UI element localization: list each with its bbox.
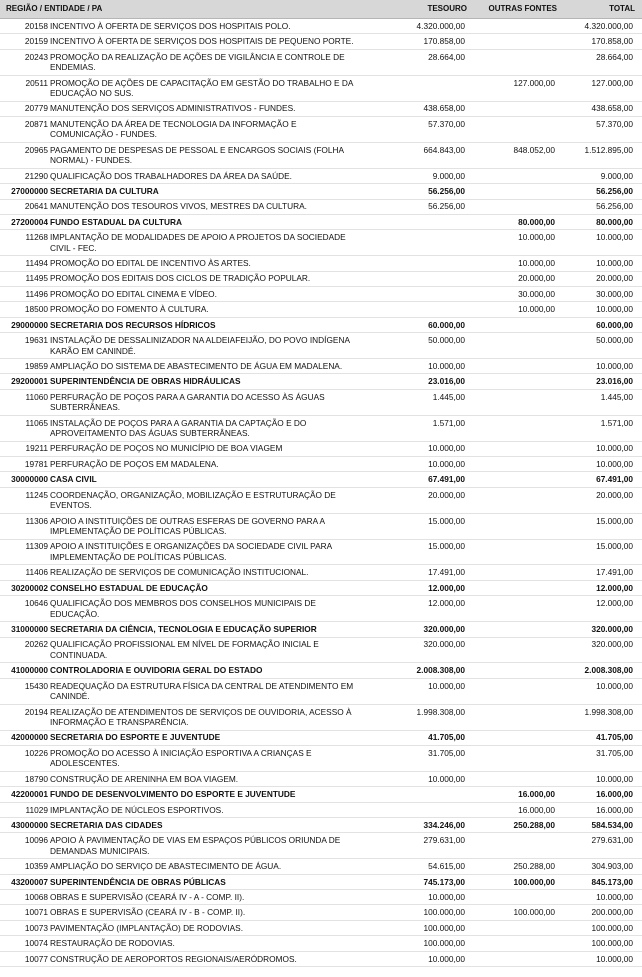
row-total: 67.491,00: [596, 474, 633, 485]
row-tesouro: 10.000,00: [428, 773, 465, 784]
row-total: 28.664,00: [596, 51, 633, 62]
table-row: [0, 390, 642, 416]
row-code: 43200007: [11, 876, 48, 887]
row-total: 1.512.895,00: [584, 144, 633, 155]
row-description: PERFURAÇÃO DE POÇOS NO MUNICÍPIO DE BOA VIAGEM: [50, 443, 283, 454]
row-description: INCENTIVO À OFERTA DE SERVIÇOS DOS HOSPITAIS DE PEQUENO PORTE.: [50, 36, 354, 47]
entity-row: [0, 622, 642, 637]
row-tesouro: 23.016,00: [428, 376, 465, 387]
row-tesouro: 31.705,00: [428, 747, 465, 758]
row-code: 42000000: [11, 732, 48, 743]
row-code: 42200001: [11, 789, 48, 800]
table-row: [0, 19, 642, 34]
header-regiao: REGIÃO / ENTIDADE / PA: [6, 3, 103, 13]
row-code: 10646: [24, 598, 48, 609]
row-code: 15430: [24, 680, 48, 691]
row-description: AMPLIAÇÃO DO SERVIÇO DE ABASTECIMENTO DE ÁGUA.: [50, 861, 282, 872]
entity-row: [0, 581, 642, 596]
row-outras-fontes: 10.000,00: [518, 304, 555, 315]
row-total: 438.658,00: [591, 103, 633, 114]
table-row: [0, 457, 642, 472]
row-description: SUPERINTENDÊNCIA DE OBRAS PÚBLICAS: [50, 876, 226, 887]
row-code: 30200002: [11, 582, 48, 593]
row-tesouro: 60.000,00: [428, 319, 465, 330]
row-tesouro: 10.000,00: [428, 680, 465, 691]
row-description: CONSELHO ESTADUAL DE EDUCAÇÃO: [50, 582, 208, 593]
row-total: 23.016,00: [596, 376, 633, 387]
row-outras-fontes: 80.000,00: [518, 216, 555, 227]
row-total: 304.903,00: [591, 861, 633, 872]
row-description: PAGAMENTO DE DESPESAS DE PESSOAL E ENCARGOS SOCIAIS (FOLHA NORMAL) - FUNDES.: [50, 144, 344, 166]
table-row: [0, 952, 642, 967]
table-row: [0, 256, 642, 271]
row-description: OBRAS E SUPERVISÃO (CEARÁ IV - A - COMP. II).: [50, 891, 245, 902]
row-tesouro: 10.000,00: [428, 458, 465, 469]
row-code: 27000000: [11, 186, 48, 197]
row-total: 10.000,00: [596, 458, 633, 469]
row-code: 21290: [24, 170, 48, 181]
row-description: COORDENAÇÃO, ORGANIZAÇÃO, MOBILIZAÇÃO E ESTRUTURAÇÃO DE EVENTOS.: [50, 489, 336, 511]
row-outras-fontes: 20.000,00: [518, 273, 555, 284]
table-row: [0, 143, 642, 169]
table-row: [0, 287, 642, 302]
row-tesouro: 4.320.000,00: [416, 20, 465, 31]
row-code: 11495: [25, 273, 48, 284]
row-code: 11406: [25, 567, 48, 578]
row-total: 9.000,00: [600, 170, 633, 181]
row-total: 10.000,00: [596, 443, 633, 454]
row-code: 10077: [24, 953, 48, 964]
row-tesouro: 320.000,00: [423, 624, 465, 634]
row-description: PROMOÇÃO DO ACESSO À INICIAÇÃO ESPORTIVA A CRIANÇAS E ADOLESCENTES.: [50, 747, 312, 769]
table-row: [0, 936, 642, 951]
row-code: 11496: [25, 288, 48, 299]
row-tesouro: 10.000,00: [428, 953, 465, 964]
row-description: SUPERINTENDÊNCIA DE OBRAS HIDRÁULICAS: [50, 376, 241, 387]
row-total: 16.000,00: [596, 789, 633, 800]
row-total: 170.858,00: [591, 36, 633, 47]
table-row: [0, 230, 642, 256]
row-tesouro: 334.246,00: [423, 819, 465, 830]
header-outras-fontes: OUTRAS FONTES: [488, 3, 557, 13]
row-tesouro: 9.000,00: [432, 170, 465, 181]
row-code: 10073: [24, 922, 48, 933]
row-tesouro: 12.000,00: [428, 582, 465, 593]
table-row: [0, 803, 642, 818]
row-total: 57.370,00: [596, 118, 633, 129]
row-code: 31000000: [11, 624, 48, 634]
row-description: APOIO A INSTITUIÇÕES E ORGANIZAÇÕES DA SOCIEDADE CIVIL PARA IMPLEMENTAÇÃO DE POLÍTICAS PÚBLICAS.: [50, 541, 332, 562]
row-total: 200.000,00: [591, 907, 633, 918]
table-row: [0, 540, 642, 566]
row-tesouro: 56.256,00: [428, 186, 465, 197]
row-code: 11065: [25, 417, 48, 428]
row-total: 10.000,00: [596, 304, 633, 315]
row-tesouro: 50.000,00: [428, 335, 465, 346]
row-tesouro: 20.000,00: [428, 489, 465, 500]
row-code: 29200001: [11, 376, 48, 387]
row-outras-fontes: 127.000,00: [513, 77, 555, 88]
row-outras-fontes: 16.000,00: [518, 789, 555, 800]
table-row: [0, 488, 642, 514]
entity-row: [0, 818, 642, 833]
entity-row: [0, 875, 642, 890]
row-outras-fontes: 848.052,00: [513, 144, 555, 155]
row-outras-fontes: 10.000,00: [518, 232, 555, 243]
row-total: 10.000,00: [596, 891, 633, 902]
table-row: [0, 638, 642, 664]
row-total: 279.631,00: [591, 835, 633, 846]
row-tesouro: 15.000,00: [428, 541, 465, 552]
row-code: 19631: [24, 335, 48, 346]
table-row: [0, 596, 642, 622]
row-description: CONTROLADORIA E OUVIDORIA GERAL DO ESTADO: [50, 665, 263, 676]
table-header: [0, 0, 642, 19]
row-code: 10071: [24, 907, 48, 918]
row-total: 10.000,00: [596, 258, 633, 269]
row-code: 41000000: [11, 665, 48, 676]
row-code: 29000000: [11, 319, 48, 330]
row-tesouro: 320.000,00: [423, 639, 465, 650]
row-description: PROMOÇÃO DO FOMENTO À CULTURA.: [50, 304, 209, 315]
table-row: [0, 50, 642, 76]
row-total: 584.534,00: [591, 819, 633, 830]
table-row: [0, 200, 642, 215]
row-total: 31.705,00: [596, 747, 633, 758]
table-row: [0, 76, 642, 102]
row-tesouro: 41.705,00: [428, 732, 465, 743]
row-total: 127.000,00: [591, 77, 633, 88]
row-code: 10096: [24, 835, 48, 846]
row-description: SECRETARIA DAS CIDADES: [50, 819, 163, 830]
row-code: 20641: [24, 201, 48, 212]
row-description: MANUTENÇÃO DA ÁREA DE TECNOLOGIA DA INFORMAÇÃO E COMUNICAÇÃO - FUNDES.: [50, 118, 297, 140]
row-total: 1.571,00: [600, 417, 633, 428]
row-outras-fontes: 100.000,00: [513, 876, 555, 887]
row-total: 80.000,00: [596, 216, 633, 227]
row-total: 10.000,00: [596, 360, 633, 371]
row-total: 10.000,00: [596, 953, 633, 964]
row-tesouro: 15.000,00: [428, 515, 465, 526]
row-outras-fontes: 250.288,00: [513, 819, 555, 830]
row-total: 16.000,00: [596, 804, 633, 815]
table-row: [0, 746, 642, 772]
row-total: 100.000,00: [591, 922, 633, 933]
row-total: 20.000,00: [596, 489, 633, 500]
row-code: 11060: [25, 391, 48, 402]
row-total: 50.000,00: [596, 335, 633, 346]
row-code: 20965: [24, 144, 48, 155]
row-code: 20871: [24, 118, 48, 129]
row-description: CONSTRUÇÃO DE ARENINHA EM BOA VIAGEM.: [50, 773, 239, 784]
row-description: APOIO A INSTITUIÇÕES DE OUTRAS ESFERAS DE GOVERNO PARA A IMPLEMENTAÇÃO DE POLÍTICAS PÚBLICAS.: [50, 515, 325, 537]
row-description: REALIZAÇÃO DE ATENDIMENTOS DE SERVIÇOS DE OUVIDORIA, ACESSO À INFORMAÇÃO E TRANSPARÊNCIA.: [50, 706, 352, 728]
row-code: 10068: [24, 891, 48, 902]
table-body: [0, 19, 642, 967]
row-total: 2.008.308,00: [584, 665, 633, 676]
row-total: 60.000,00: [596, 319, 633, 330]
table-row: [0, 442, 642, 457]
row-description: QUALIFICAÇÃO PROFISSIONAL EM NÍVEL DE FORMAÇÃO INICIAL E CONTINUADA.: [50, 639, 319, 660]
table-row: [0, 772, 642, 787]
row-tesouro: 100.000,00: [423, 922, 465, 933]
table-row: [0, 34, 642, 49]
row-description: QUALIFICAÇÃO DOS MEMBROS DOS CONSELHOS MUNICIPAIS DE EDUCAÇÃO.: [50, 598, 316, 619]
table-row: [0, 679, 642, 705]
row-tesouro: 1.998.308,00: [416, 706, 465, 717]
table-row: [0, 169, 642, 184]
entity-row: [0, 318, 642, 333]
row-description: PROMOÇÃO DA REALIZAÇÃO DE AÇÕES DE VIGILÂNCIA E CONTROLE DE ENDEMIAS.: [50, 51, 345, 73]
row-description: PAVIMENTAÇÃO (IMPLANTAÇÃO) DE RODOVIAS.: [50, 922, 244, 933]
row-description: APOIO À PAVIMENTAÇÃO DE VIAS EM ESPAÇOS PÚBLICOS ORIUNDA DE DEMANDAS MUNICIPAIS.: [50, 835, 341, 856]
row-code: 20779: [24, 103, 48, 114]
row-description: READEQUAÇÃO DA ESTRUTURA FÍSICA DA CENTRAL DE ATENDIMENTO EM CANINDÉ.: [50, 680, 354, 702]
row-tesouro: 17.491,00: [428, 567, 465, 578]
row-code: 11245: [25, 489, 48, 500]
row-description: PROMOÇÃO DO EDITAL DE INCENTIVO ÀS ARTES.: [50, 258, 251, 269]
row-description: MANUTENÇÃO DOS TESOUROS VIVOS, MESTRES DA CULTURA.: [50, 201, 307, 212]
table-row: [0, 333, 642, 359]
row-tesouro: 438.658,00: [423, 103, 465, 114]
row-description: REALIZAÇÃO DE SERVIÇOS DE COMUNICAÇÃO INSTITUCIONAL.: [50, 567, 309, 578]
row-code: 20158: [24, 20, 48, 31]
row-code: 19211: [25, 443, 48, 454]
table-row: [0, 359, 642, 374]
row-total: 4.320.000,00: [584, 20, 633, 31]
row-description: CASA CIVIL: [50, 474, 97, 485]
table-row: [0, 416, 642, 442]
row-tesouro: 12.000,00: [428, 598, 465, 609]
row-tesouro: 10.000,00: [428, 443, 465, 454]
row-tesouro: 56.256,00: [428, 201, 465, 212]
row-tesouro: 1.445,00: [432, 391, 465, 402]
table-row: [0, 565, 642, 580]
row-total: 845.173,00: [591, 876, 633, 887]
row-code: 20159: [24, 36, 48, 47]
row-description: AMPLIAÇÃO DO SISTEMA DE ABASTECIMENTO DE ÁGUA EM MADALENA.: [50, 360, 343, 371]
row-description: FUNDO ESTADUAL DA CULTURA: [50, 216, 182, 227]
row-total: 15.000,00: [596, 541, 633, 552]
table-row: [0, 514, 642, 540]
row-description: PERFURAÇÃO DE POÇOS PARA A GARANTIA DO ACESSO ÀS ÁGUAS SUBTERRÂNEAS.: [50, 391, 325, 413]
table-row: [0, 102, 642, 117]
row-outras-fontes: 250.288,00: [513, 861, 555, 872]
row-description: SECRETARIA DA CULTURA: [50, 186, 159, 197]
table-row: [0, 890, 642, 905]
row-tesouro: 1.571,00: [432, 417, 465, 428]
row-code: 11494: [25, 258, 48, 269]
row-code: 20511: [25, 77, 48, 88]
row-outras-fontes: 100.000,00: [513, 907, 555, 918]
row-code: 19859: [24, 360, 48, 371]
row-total: 56.256,00: [596, 186, 633, 197]
row-description: PROMOÇÃO DE AÇÕES DE CAPACITAÇÃO EM GESTÃO DO TRABALHO E DA EDUCAÇÃO NO SUS.: [50, 77, 353, 99]
table-row: [0, 705, 642, 731]
row-tesouro: 100.000,00: [423, 907, 465, 918]
row-total: 1.445,00: [600, 391, 633, 402]
row-code: 11029: [25, 804, 48, 815]
row-total: 30.000,00: [596, 288, 633, 299]
row-description: RESTAURAÇÃO DE RODOVIAS.: [50, 938, 175, 949]
row-code: 20262: [24, 639, 48, 650]
row-total: 10.000,00: [596, 773, 633, 784]
row-total: 320.000,00: [591, 624, 633, 634]
entity-row: [0, 731, 642, 746]
row-code: 10226: [24, 747, 48, 758]
row-tesouro: 10.000,00: [428, 891, 465, 902]
entity-row: [0, 787, 642, 802]
entity-row: [0, 663, 642, 678]
row-tesouro: 2.008.308,00: [416, 665, 465, 676]
row-tesouro: 57.370,00: [428, 118, 465, 129]
row-code: 43000000: [11, 819, 48, 830]
table-row: [0, 302, 642, 317]
row-code: 11306: [25, 515, 48, 526]
row-tesouro: 664.843,00: [423, 144, 465, 155]
row-total: 56.256,00: [596, 201, 633, 212]
row-code: 20194: [24, 706, 48, 717]
row-total: 17.491,00: [596, 567, 633, 578]
entity-row: [0, 184, 642, 199]
entity-row: [0, 472, 642, 487]
row-description: PROMOÇÃO DO EDITAL CINEMA E VÍDEO.: [50, 288, 217, 299]
table-row: [0, 272, 642, 287]
row-outras-fontes: 16.000,00: [518, 804, 555, 815]
row-description: QUALIFICAÇÃO DOS TRABALHADORES DA ÁREA DA SAÚDE.: [50, 170, 292, 181]
row-tesouro: 54.615,00: [428, 861, 465, 872]
row-description: IMPLANTAÇÃO DE MODALIDADES DE APOIO A PROJETOS DA SOCIEDADE CIVIL - FEC.: [50, 232, 346, 253]
row-code: 30000000: [11, 474, 48, 485]
row-total: 15.000,00: [596, 515, 633, 526]
table-row: [0, 117, 642, 143]
row-code: 18500: [24, 304, 48, 315]
row-description: INSTALAÇÃO DE DESSALINIZADOR NA ALDEIAFEIJÃO, DO POVO INDÍGENA KARÃO EM CANINDÉ.: [50, 335, 350, 356]
row-description: MANUTENÇÃO DOS SERVIÇOS ADMINISTRATIVOS - FUNDES.: [50, 103, 296, 114]
row-description: PERFURAÇÃO DE POÇOS EM MADALENA.: [50, 458, 219, 469]
row-tesouro: 745.173,00: [423, 876, 465, 887]
row-tesouro: 10.000,00: [428, 360, 465, 371]
row-code: 11309: [25, 541, 48, 552]
row-description: SECRETARIA DOS RECURSOS HÍDRICOS: [50, 319, 216, 330]
row-description: SECRETARIA DO ESPORTE E JUVENTUDE: [50, 732, 221, 743]
row-code: 10359: [24, 861, 48, 872]
row-code: 10074: [24, 938, 48, 949]
row-total: 12.000,00: [596, 582, 633, 593]
row-total: 1.998.308,00: [584, 706, 633, 717]
table-row: [0, 833, 642, 859]
row-description: FUNDO DE DESENVOLVIMENTO DO ESPORTE E JUVENTUDE: [50, 789, 296, 800]
row-description: SECRETARIA DA CIÊNCIA, TECNOLOGIA E EDUCAÇÃO SUPERIOR: [50, 624, 317, 634]
header-tesouro: TESOURO: [427, 3, 467, 13]
row-tesouro: 279.631,00: [423, 835, 465, 846]
row-outras-fontes: 30.000,00: [518, 288, 555, 299]
row-tesouro: 67.491,00: [428, 474, 465, 485]
row-description: PROMOÇÃO DOS EDITAIS DOS CICLOS DE TRADIÇÃO POPULAR.: [50, 273, 311, 284]
row-code: 19781: [24, 458, 48, 469]
row-code: 11268: [25, 232, 48, 243]
row-tesouro: 100.000,00: [423, 938, 465, 949]
entity-row: [0, 374, 642, 389]
table-row: [0, 921, 642, 936]
row-total: 10.000,00: [596, 680, 633, 691]
row-tesouro: 28.664,00: [428, 51, 465, 62]
row-total: 41.705,00: [596, 732, 633, 743]
row-description: INSTALAÇÃO DE POÇOS PARA A GARANTIA DA CAPTAÇÃO E DO APROVEITAMENTO DAS ÁGUAS SUBTERRÂNEAS.: [50, 417, 307, 439]
table-row: [0, 859, 642, 874]
row-description: CONSTRUÇÃO DE AEROPORTOS REGIONAIS/AERÓDROMOS.: [50, 953, 297, 964]
row-description: OBRAS E SUPERVISÃO (CEARÁ IV - B - COMP. II).: [50, 907, 246, 918]
row-code: 18790: [24, 773, 48, 784]
table-row: [0, 905, 642, 920]
row-total: 20.000,00: [596, 273, 633, 284]
row-total: 12.000,00: [596, 598, 633, 609]
row-outras-fontes: 10.000,00: [518, 258, 555, 269]
row-tesouro: 170.858,00: [423, 36, 465, 47]
row-description: INCENTIVO À OFERTA DE SERVIÇOS DOS HOSPITAIS POLO.: [50, 20, 291, 31]
header-total: TOTAL: [609, 3, 635, 13]
row-total: 320.000,00: [591, 639, 633, 650]
row-total: 10.000,00: [596, 232, 633, 243]
row-code: 27200004: [11, 216, 48, 227]
entity-row: [0, 215, 642, 230]
row-description: IMPLANTAÇÃO DE NÚCLEOS ESPORTIVOS.: [50, 804, 224, 815]
row-total: 100.000,00: [591, 938, 633, 949]
row-code: 20243: [24, 51, 48, 62]
